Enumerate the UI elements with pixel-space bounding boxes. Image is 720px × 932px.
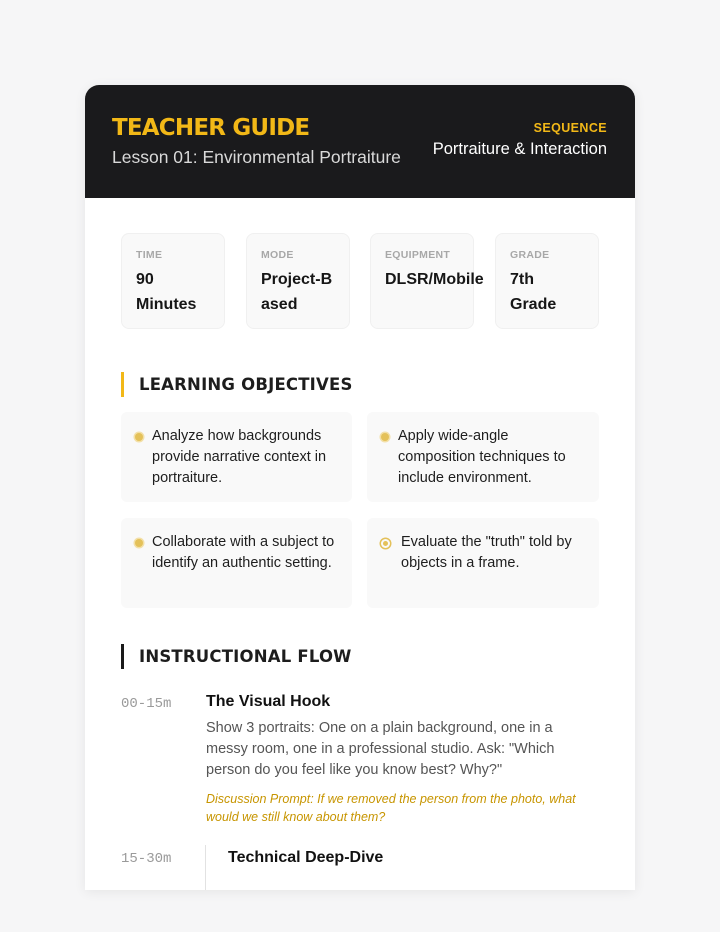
objective-text: Analyze how backgrounds provide narrative context in portraiture. [152, 428, 327, 486]
flow-time: 00-15m [121, 696, 172, 712]
stat-label: TIME [136, 249, 163, 261]
stat-value: DLSR/Mobile [385, 271, 484, 288]
objective-item [367, 518, 599, 608]
stat-time [121, 233, 225, 329]
discussion-prompt: Discussion Prompt: If we removed the person from the photo, what would we still know about them? [206, 792, 576, 824]
flow-step-title: The Visual Hook [206, 693, 331, 710]
lesson-title: Lesson 01: Environmental Portraiture [112, 147, 401, 167]
flow-step-title: Technical Deep-Dive [228, 849, 384, 866]
stat-label: EQUIPMENT [385, 249, 451, 261]
sequence-label: SEQUENCE [533, 121, 607, 135]
flow-step-description: Show 3 portraits: One on a plain background, one in a messy room, one in a professional studio. Ask: "Which person do you feel like you know best? Why?" [206, 720, 555, 778]
brand-title: TEACHER GUIDE [112, 115, 310, 141]
bullet-dot-icon [135, 539, 143, 547]
instructional-flow-heading: INSTRUCTIONAL FLOW [121, 644, 352, 669]
bullet-dot-icon [135, 433, 143, 441]
stat-value: 7th Grade [510, 271, 557, 313]
objective-item [367, 412, 599, 502]
objective-item [121, 412, 352, 502]
stat-equipment [370, 233, 484, 329]
bullet-ring-icon [381, 539, 390, 548]
objective-item [121, 518, 352, 608]
teacher-guide-card [85, 85, 635, 890]
flow-time: 15-30m [121, 851, 172, 867]
objective-text: Apply wide-angle composition techniques to include environment. [398, 428, 566, 486]
sequence-value: Portraiture & Interaction [432, 140, 607, 158]
stat-label: MODE [261, 249, 294, 261]
stat-value: Project-Based [261, 271, 333, 313]
guide-header [85, 85, 635, 198]
timeline-line [205, 845, 206, 890]
objective-text: Collaborate with a subject to identify an authentic setting. [152, 534, 335, 571]
bullet-dot-icon [381, 433, 389, 441]
objective-text: Evaluate the "truth" told by objects in a frame. [401, 534, 572, 571]
stat-label: GRADE [510, 249, 550, 261]
stat-mode [246, 233, 350, 329]
stat-grade [495, 233, 599, 329]
stat-value: 90 Minutes [136, 271, 197, 313]
learning-objectives-heading: LEARNING OBJECTIVES [121, 372, 353, 397]
